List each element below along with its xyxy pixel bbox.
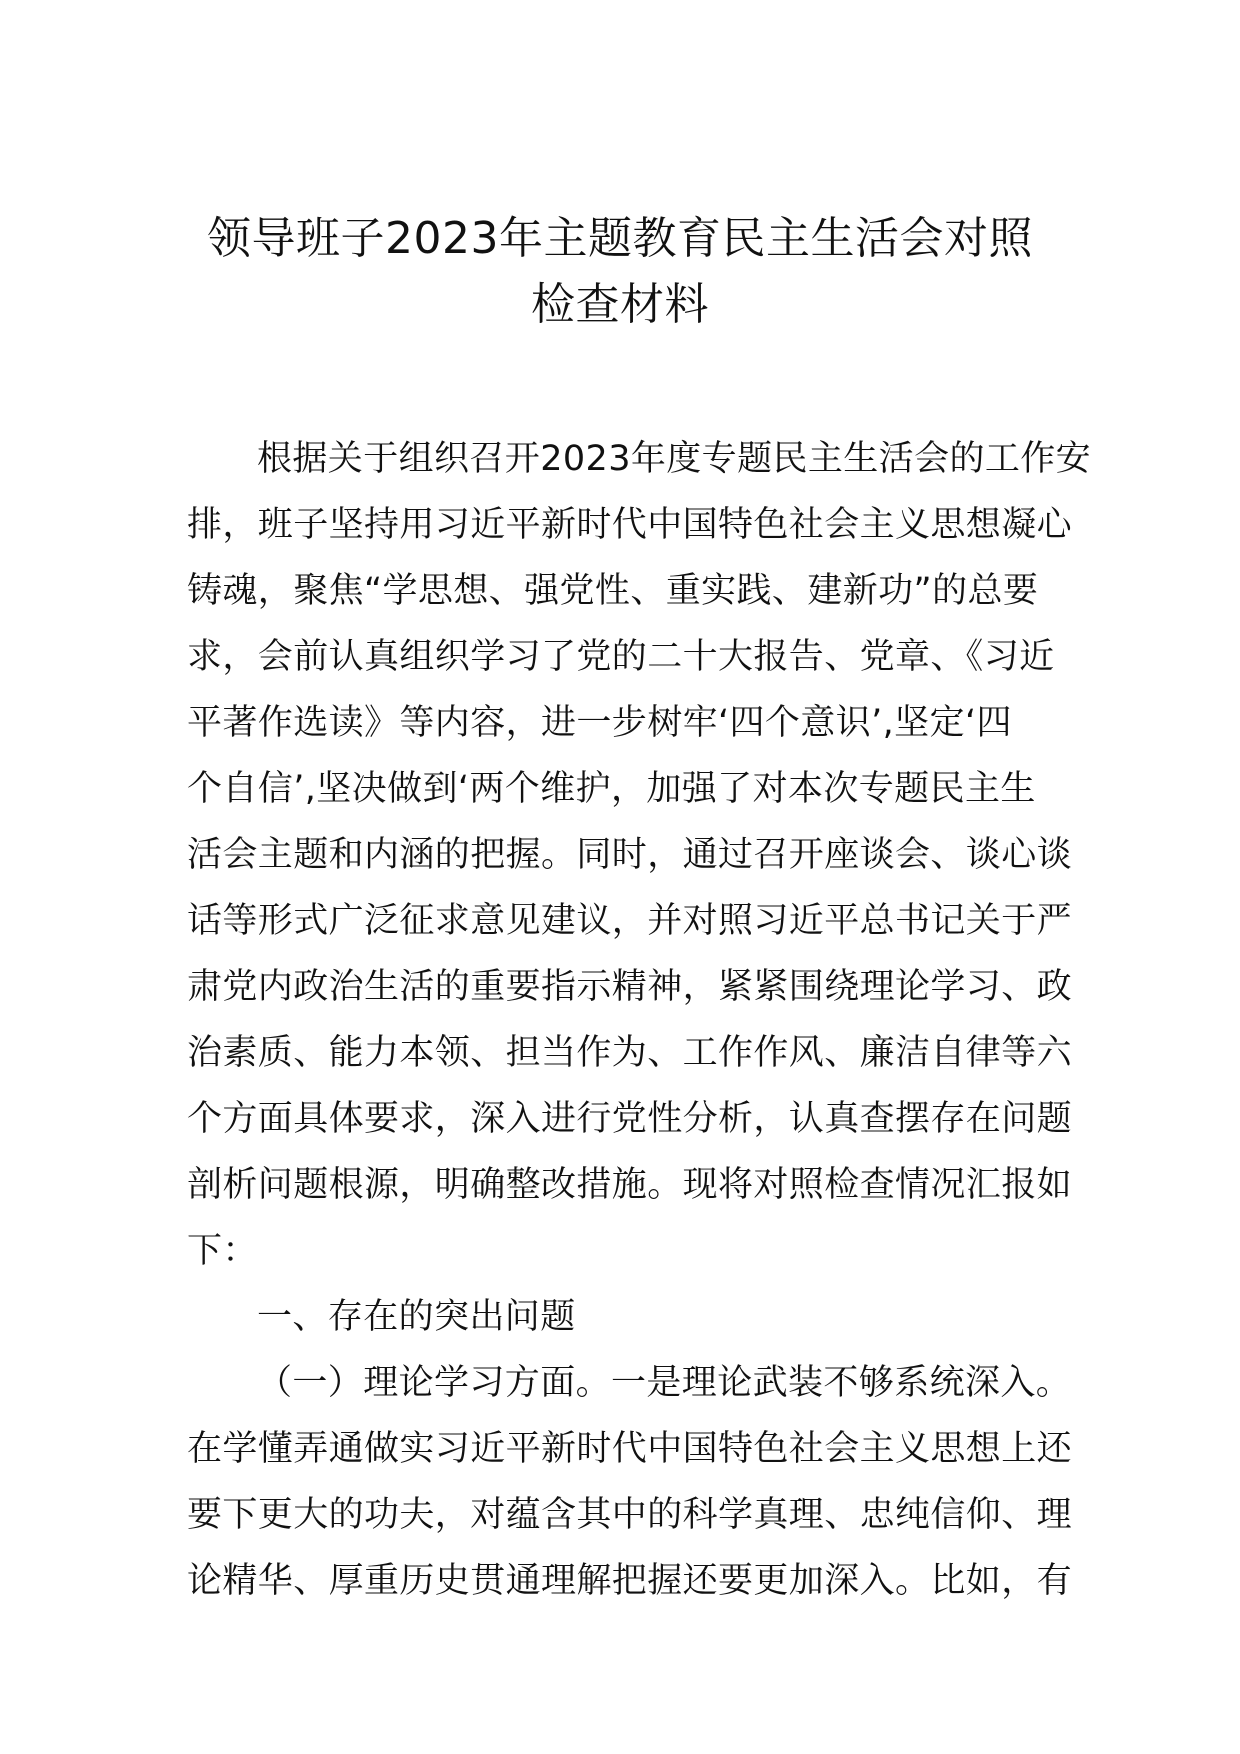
section-heading: 一、存在的突出问题 [257,1297,576,1337]
paragraph-line: 论精华、厚重历史贯通理解把握还要更加深入。比如，有 [187,1561,1073,1601]
paragraph-line: 在学懂弄通做实习近平新时代中国特色社会主义思想上还 [187,1429,1073,1469]
paragraph-line: 排，班子坚持用习近平新时代中国特色社会主义思想凝心 [187,505,1073,545]
paragraph-line: 活会主题和内涵的把握。同时，通过召开座谈会、谈心谈 [187,835,1073,875]
title-line-1: 领导班子2023年主题教育民主生活会对照 [207,213,1033,264]
paragraph-line: 求，会前认真组织学习了党的二十大报告、党章、《习近 [187,637,1055,677]
paragraph-line: 根据关于组织召开2023年度专题民主生活会的工作安 [257,439,1092,479]
paragraph-line: 个自信’,坚决做到‘两个维护，加强了对本次专题民主生 [187,769,1036,809]
document-title [180,206,1060,338]
paragraph-line: 个方面具体要求，深入进行党性分析，认真查摆存在问题 [187,1099,1073,1139]
paragraph-line: 铸魂，聚焦“学思想、强党性、重实践、建新功”的总要 [187,571,1039,611]
paragraph-line: 要下更大的功夫，对蕴含其中的科学真理、忠纯信仰、理 [187,1495,1073,1535]
title-line-2: 检查材料 [531,279,709,330]
paragraph-line: 剖析问题根源，明确整改措施。现将对照检查情况汇报如 [187,1165,1073,1205]
subsection-heading-line: （一）理论学习方面。一是理论武装不够系统深入。 [257,1363,1072,1403]
paragraph-line: 话等形式广泛征求意见建议，并对照习近平总书记关于严 [187,901,1073,941]
paragraph-line: 平著作选读》等内容，进一步树牢‘四个意识’,坚定‘四 [187,703,1012,743]
paragraph-line: 下： [187,1231,258,1271]
document-body [187,426,1092,1614]
paragraph-line: 肃党内政治生活的重要指示精神，紧紧围绕理论学习、政 [187,967,1073,1007]
paragraph-line: 治素质、能力本领、担当作为、工作作风、廉洁自律等六 [187,1033,1073,1073]
